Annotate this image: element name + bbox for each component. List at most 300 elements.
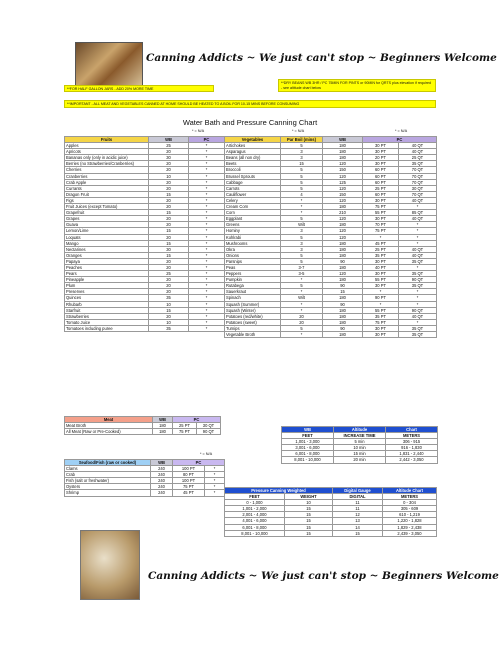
vegetable-row-cell: Brussel Sprouts <box>225 173 281 179</box>
pc-meters-subheader: METERS <box>383 494 437 500</box>
meat-row-cell: All Meat (Raw or Pre-Cooked) <box>65 429 153 435</box>
fruit-row-cell: 15 <box>149 307 189 313</box>
wb-altitude-row-cell: 1,001 - 3,000 <box>282 439 334 445</box>
vegetable-row-cell: Squash (Summer) <box>225 301 281 307</box>
vegetable-row-cell: * <box>399 319 437 325</box>
fruit-row-cell: 20 <box>149 222 189 228</box>
wb-altitude-row-cell: 1,831 - 2,440 <box>386 451 438 457</box>
vegetable-row-cell: 60 PT <box>363 179 399 185</box>
vegetable-row-cell: 25 PT <box>363 185 399 191</box>
veg-pc-header: PC <box>363 137 437 143</box>
vegetable-row-cell: Turnips <box>225 325 281 331</box>
fruit-row-cell: * <box>189 277 225 283</box>
seafood-row-cell: Fish (salt or freshwater) <box>65 478 151 484</box>
fruit-row-cell: * <box>189 283 225 289</box>
fruit-row-cell: 20 <box>149 161 189 167</box>
vegetable-row-cell: 55 PT <box>363 277 399 283</box>
fruit-row-cell: Cherries <box>65 167 149 173</box>
fruit-row-cell: * <box>189 264 225 270</box>
fruit-row-cell: * <box>189 252 225 258</box>
veg-header: Vegetables <box>225 137 281 143</box>
vegetable-row-cell: 70 QT <box>399 167 437 173</box>
vegetable-row-cell: 3 <box>281 228 323 234</box>
vegetable-row-cell: 40 QT <box>399 197 437 203</box>
fruit-row-cell: Papaya <box>65 258 149 264</box>
vegetable-row-cell: 180 <box>323 246 363 252</box>
vegetable-row-cell: 90 <box>323 325 363 331</box>
pc-altitude-row-cell: 4,001 - 6,000 <box>225 518 285 524</box>
fruit-row-cell: Fruit Juices (except Tomato) <box>65 204 149 210</box>
pc-altitude-row-cell: 0 - 1,000 <box>225 500 285 506</box>
vegetable-row-cell: 180 <box>323 204 363 210</box>
vegetable-row-cell: 5 <box>281 325 323 331</box>
wb-altitude-row <box>282 457 438 463</box>
vegetable-row-cell: 85 QT <box>399 210 437 216</box>
vegetable-row-cell: 30 PT <box>363 325 399 331</box>
pc-altitude-row-cell: 11 <box>333 500 383 506</box>
vegetable-row-cell: 5 <box>281 252 323 258</box>
fruit-row-cell: * <box>189 295 225 301</box>
fruit-row-cell: Guava <box>65 222 149 228</box>
vegetable-row-cell: 3 <box>281 149 323 155</box>
wb-altitude-row-cell: 20 min <box>334 457 386 463</box>
fruit-row-cell: Nectarines <box>65 246 149 252</box>
meat-wb-header: WB <box>153 417 173 423</box>
fruit-row-cell: 20 <box>149 289 189 295</box>
veg-wb-header: WB <box>323 137 363 143</box>
fruit-row-cell: 25 <box>149 271 189 277</box>
fruit-row-cell: * <box>189 179 225 185</box>
vegetable-row-cell: Carrots <box>225 185 281 191</box>
vegetable-row-cell: 35 QT <box>399 271 437 277</box>
vegetable-row-cell: Broccoli <box>225 167 281 173</box>
fruit-row-cell: Lemon/Lime <box>65 228 149 234</box>
vegetable-row-cell: 20 <box>281 313 323 319</box>
meat-row-cell: 180 <box>153 423 173 429</box>
vegetable-row-cell: 70 PT <box>363 222 399 228</box>
vegetable-row-cell: * <box>281 289 323 295</box>
meat-row <box>65 429 221 435</box>
fruit-row-cell: Grapefruit <box>65 210 149 216</box>
vegetable-row-cell: 70 QT <box>399 191 437 197</box>
vegetable-row-cell: * <box>281 301 323 307</box>
vegetable-row-cell: 60 PT <box>363 191 399 197</box>
vegetable-row-cell: 35 QT <box>399 283 437 289</box>
seafood-row-cell: 240 <box>151 466 173 472</box>
vegetable-row-cell: Cream Corn <box>225 204 281 210</box>
fruit-row-cell: 20 <box>149 264 189 270</box>
vegetable-row-cell: 30 PT <box>363 332 399 338</box>
fruit-row-cell: 20 <box>149 234 189 240</box>
vegetable-row-cell: Wilt <box>281 222 323 228</box>
fruit-row-cell: 25 <box>149 143 189 149</box>
vegetable-row-cell: Beets <box>225 161 281 167</box>
wb-altitude-row-cell: 916 - 1,830 <box>386 445 438 451</box>
fruit-row-cell: Strawberries <box>65 313 149 319</box>
vegetable-row-cell: 60 PT <box>363 173 399 179</box>
fruit-row-cell: * <box>189 173 225 179</box>
vegetable-row-cell: 75 PT <box>363 204 399 210</box>
fruits-table <box>64 136 225 332</box>
vegetable-row-cell: 180 <box>323 252 363 258</box>
vegetable-row-cell: 5 <box>281 234 323 240</box>
vegetable-row-cell: 40 QT <box>399 313 437 319</box>
vegetable-row-cell: 180 <box>323 295 363 301</box>
vegetable-row-cell: Peas <box>225 264 281 270</box>
fruit-row-cell: * <box>189 204 225 210</box>
wb-altitude-row-cell: 5 min <box>334 439 386 445</box>
pc-altitude-h1: Pressure Canning Weighted <box>225 488 333 494</box>
wb-time-subheader: INCREASE TIME <box>334 433 386 439</box>
footer-tagline: Canning Addicts ~ We just can't stop ~ Beginners Welcome <box>148 570 499 582</box>
vegetable-row-cell: * <box>399 234 437 240</box>
vegetable-row-cell: * <box>281 204 323 210</box>
vegetable-row-cell: Asparagus <box>225 149 281 155</box>
vegetable-row-cell: 40 PT <box>363 264 399 270</box>
vegetable-row-cell: 120 <box>323 234 363 240</box>
meat-row-cell: Meat Broth <box>65 423 153 429</box>
vegetable-row-cell: 90 QT <box>399 307 437 313</box>
fruit-row-cell: 15 <box>149 210 189 216</box>
pc-altitude-row-cell: 15 <box>285 512 333 518</box>
fruit-row-cell: Oranges <box>65 252 149 258</box>
vegetable-row-cell: * <box>399 228 437 234</box>
pc-altitude-row-cell: 10 <box>285 500 333 506</box>
fruit-row-cell: Tomatoes including puree <box>65 325 149 331</box>
fruit-row-cell: Currants <box>65 185 149 191</box>
fruit-row-cell: * <box>189 258 225 264</box>
vegetable-row-cell: * <box>399 204 437 210</box>
vegetable-row-cell: Potatoes (sweet) <box>225 319 281 325</box>
fruit-row-cell: 30 <box>149 246 189 252</box>
meat-row-cell: 75 PT <box>173 429 197 435</box>
seafood-row-cell: Clams <box>65 466 151 472</box>
vegetable-row-cell: Cabbage <box>225 179 281 185</box>
meat-row-cell: 30 QT <box>197 423 221 429</box>
vegetable-row-cell: 30 PT <box>363 216 399 222</box>
pc-altitude-row-cell: 12 <box>333 512 383 518</box>
meat-row-cell: 180 <box>153 429 173 435</box>
fruit-row-cell: Dragon Fruit <box>65 191 149 197</box>
seafood-row-cell: 240 <box>151 484 173 490</box>
vegetable-row-cell: * <box>399 301 437 307</box>
vegetable-row-cell: * <box>281 332 323 338</box>
seafood-row-cell: Oysters <box>65 484 151 490</box>
fruit-row-cell: 15 <box>149 240 189 246</box>
vegetable-row-cell: 35 PT <box>363 252 399 258</box>
vegetable-row-cell: Cauliflower <box>225 191 281 197</box>
vegetable-row-cell: 180 <box>323 264 363 270</box>
meat-row-cell: 90 QT <box>197 429 221 435</box>
vegetable-row-cell: 30 PT <box>363 271 399 277</box>
vegetable-row-cell: 120 <box>323 173 363 179</box>
meat-header: Meat <box>65 417 153 423</box>
vegetable-row-cell: Pumpkin <box>225 277 281 283</box>
vegetable-row-cell: * <box>281 210 323 216</box>
fruit-row-cell: 35 <box>149 295 189 301</box>
vegetable-row-cell: 75 PT <box>363 228 399 234</box>
vegetable-row-cell: 3 <box>281 155 323 161</box>
fruit-row-cell: Figs <box>65 197 149 203</box>
vegetable-row-cell: 20 PT <box>363 155 399 161</box>
fruit-row-cell: 20 <box>149 204 189 210</box>
vegetable-row-cell: 5 <box>281 173 323 179</box>
fruits-header: Fruits <box>65 137 149 143</box>
fruit-row-cell: Preserves <box>65 289 149 295</box>
na-legend-pc: * = N/A <box>395 129 408 133</box>
vegetable-row <box>225 332 437 338</box>
pc-altitude-row-cell: 13 <box>333 518 383 524</box>
vegetable-row-cell: Spinach <box>225 295 281 301</box>
vegetable-row-cell: * <box>399 289 437 295</box>
seafood-row-cell: Shrimp <box>65 490 151 496</box>
seafood-row-cell: 80 PT <box>173 472 205 478</box>
vegetable-row-cell: 120 <box>323 161 363 167</box>
vegetable-row-cell: * <box>281 307 323 313</box>
fruit-row-cell: * <box>189 240 225 246</box>
fruit-row-cell: Grapes <box>65 216 149 222</box>
fruit-row-cell: Cranberries <box>65 173 149 179</box>
wb-altitude-row <box>282 445 438 451</box>
wb-altitude-row <box>282 439 438 445</box>
vegetable-row-cell: 30 QT <box>399 185 437 191</box>
vegetable-row-cell: 5 <box>281 179 323 185</box>
fruit-row-cell: 20 <box>149 167 189 173</box>
seafood-wb-header: WB <box>151 460 173 466</box>
vegetable-row-cell: Artichokes <box>225 143 281 149</box>
vegetable-row-cell: 5 <box>281 185 323 191</box>
vegetable-row-cell: 45 PT <box>363 240 399 246</box>
pc-feet-subheader: FEET <box>225 494 285 500</box>
fruit-row-cell: Apples <box>65 143 149 149</box>
seafood-row-cell: 240 <box>151 472 173 478</box>
pc-digital-subheader: DIGITAL <box>333 494 383 500</box>
meat-pc-header: PC <box>173 417 221 423</box>
vegetable-row-cell: * <box>363 289 399 295</box>
fruit-row-cell: 10 <box>149 173 189 179</box>
vegetable-row-cell: 40 QT <box>399 252 437 258</box>
pc-altitude-row-cell: 1,829 - 2,438 <box>383 524 437 530</box>
vegetable-row-cell: 120 <box>323 271 363 277</box>
vegetable-row-cell: 180 <box>323 307 363 313</box>
fruit-row-cell: * <box>189 167 225 173</box>
pc-altitude-row <box>225 530 437 536</box>
pc-altitude-row-cell: 15 <box>285 506 333 512</box>
seafood-row-cell: 100 PT <box>173 478 205 484</box>
vegetable-row-cell: Okra <box>225 246 281 252</box>
vegetable-row-cell: 5 <box>281 283 323 289</box>
vegetable-row-cell: 3-5 <box>281 271 323 277</box>
vegetable-row-cell: Sauerkraut <box>225 289 281 295</box>
vegetable-row-cell: 30 PT <box>363 197 399 203</box>
vegetable-row-cell: 90 <box>323 283 363 289</box>
pc-altitude-row-cell: 8,001 - 10,000 <box>225 530 285 536</box>
seafood-row-cell: Crab <box>65 472 151 478</box>
vegetable-row-cell: * <box>399 264 437 270</box>
vegetable-row-cell: Peppers <box>225 271 281 277</box>
note-half-gallon: **FOR HALF GALLON JARS - ADD 20% MORE TIME <box>64 85 214 92</box>
vegetable-row-cell: Rutabega <box>225 283 281 289</box>
vegetable-row-cell: Corn <box>225 210 281 216</box>
vegetable-row-cell: 15 <box>281 161 323 167</box>
vegetable-row-cell: 40 QT <box>399 149 437 155</box>
pc-altitude-row-cell: 14 <box>333 524 383 530</box>
fruit-row-cell: 20 <box>149 179 189 185</box>
meat-table <box>64 416 221 435</box>
vegetable-row-cell: 120 <box>323 228 363 234</box>
vegetable-row-cell: * <box>281 277 323 283</box>
chart-title: Water Bath and Pressure Canning Chart <box>182 118 318 127</box>
na-legend-seafood: * = N/A <box>200 452 213 456</box>
fruit-row-cell: Quinces <box>65 295 149 301</box>
fruit-row-cell: * <box>189 325 225 331</box>
vegetable-row-cell: * <box>399 240 437 246</box>
fruit-row-cell: Mango <box>65 240 149 246</box>
vegetable-row-cell: 5 <box>281 258 323 264</box>
wb-feet-subheader: FEET <box>282 433 334 439</box>
vegetable-row-cell: Eggplant <box>225 216 281 222</box>
pc-altitude-row-cell: 1,001 - 2,000 <box>225 506 285 512</box>
seafood-row-cell: 100 PT <box>173 466 205 472</box>
vegetable-row-cell: 5 <box>281 216 323 222</box>
na-legend-veg: * = N/A <box>292 129 305 133</box>
vegetable-row-cell: Wilt <box>281 295 323 301</box>
pc-altitude-row-cell: 11 <box>333 506 383 512</box>
wb-altitude-row <box>282 451 438 457</box>
vegetable-row-cell: 90 <box>323 258 363 264</box>
vegetable-row-cell: * <box>281 197 323 203</box>
vegetable-row-cell: 30 PT <box>363 283 399 289</box>
fruit-row-cell: * <box>189 246 225 252</box>
vegetable-row-cell: 30 PT <box>363 143 399 149</box>
fruit-row-cell: 20 <box>149 277 189 283</box>
vegetable-row-cell: 90 QT <box>399 277 437 283</box>
vegetable-row-cell: 20 <box>281 319 323 325</box>
vegetable-row-cell: 180 <box>323 277 363 283</box>
vegetable-row-cell: Vegetable Broth <box>225 332 281 338</box>
vegetable-row-cell: 180 <box>323 155 363 161</box>
wb-altitude-table <box>281 426 438 464</box>
vegetable-row-cell: Celery <box>225 197 281 203</box>
seafood-row-cell: * <box>205 484 225 490</box>
fruit-row-cell: 15 <box>149 228 189 234</box>
vegetable-row-cell: 5 <box>281 167 323 173</box>
pc-weight-subheader: WEIGHT <box>285 494 333 500</box>
wb-altitude-row-cell: 2,442 - 3,050 <box>386 457 438 463</box>
fruit-row-cell: * <box>189 289 225 295</box>
fruit-row-cell: * <box>189 216 225 222</box>
vegetable-row-cell: 3 <box>281 240 323 246</box>
vegetable-row-cell: 35 QT <box>399 161 437 167</box>
fruit-row-cell: Rhubarb <box>65 301 149 307</box>
vegetable-row-cell: Greens <box>225 222 281 228</box>
fruit-row-cell: 10 <box>149 319 189 325</box>
canning-jars-photo <box>75 42 143 88</box>
fruit-row-cell: 10 <box>149 301 189 307</box>
wb-altitude-row-cell: 306 - 915 <box>386 439 438 445</box>
vegetables-table <box>224 136 437 338</box>
vegetable-row-cell: 120 <box>323 197 363 203</box>
pc-altitude-row-cell: 2,439 - 3,050 <box>383 530 437 536</box>
vegetable-row-cell: Potatoes (red/white) <box>225 313 281 319</box>
vegetable-row-cell: 30 PT <box>363 161 399 167</box>
vegetable-row-cell: 40 QT <box>399 246 437 252</box>
fruits-wb-header: WB <box>149 137 189 143</box>
vegetable-row-cell: 35 PT <box>363 313 399 319</box>
fruit-row-cell: Tomato Juice <box>65 319 149 325</box>
vegetable-row-cell: 90 <box>323 301 363 307</box>
wb-altitude-row-cell: 10 min <box>334 445 386 451</box>
pc-altitude-h3: Altitude Chart <box>383 488 437 494</box>
vegetable-row-cell: 75 PT <box>363 319 399 325</box>
vegetable-row-cell: 55 PT <box>363 210 399 216</box>
fruit-row-cell: Plum <box>65 283 149 289</box>
vegetable-row-cell: 120 <box>323 185 363 191</box>
wb-altitude-h2: Altitude <box>334 427 386 433</box>
fruit-row-cell: 20 <box>149 149 189 155</box>
vegetable-row-cell: 210 <box>323 210 363 216</box>
vegetable-row-cell: 55 PT <box>363 307 399 313</box>
vegetable-row-cell: 35 QT <box>399 332 437 338</box>
vegetable-row-cell: 180 <box>323 240 363 246</box>
vegetable-row-cell: 3 <box>281 246 323 252</box>
fruit-row-cell: * <box>189 228 225 234</box>
pc-altitude-row-cell: 610 - 1,219 <box>383 512 437 518</box>
vegetable-row-cell: 150 <box>323 167 363 173</box>
seafood-pc-header: PC <box>173 460 225 466</box>
seafood-row-cell: 240 <box>151 478 173 484</box>
seafood-row-cell: 240 <box>151 490 173 496</box>
fruit-row-cell: * <box>189 155 225 161</box>
pc-altitude-row-cell: 15 <box>285 518 333 524</box>
fruit-row-cell: Bananas only (only in acidic juice) <box>65 155 149 161</box>
fruit-row-cell: * <box>189 234 225 240</box>
vegetable-row-cell: 90 PT <box>363 295 399 301</box>
fruit-row-cell: Peaches <box>65 264 149 270</box>
pc-altitude-row-cell: 15 <box>285 524 333 530</box>
fruit-row-cell: * <box>189 307 225 313</box>
pc-altitude-row-cell: 2,001 - 4,000 <box>225 512 285 518</box>
fruit-row-cell: Crab Apple <box>65 179 149 185</box>
seafood-table <box>64 459 225 497</box>
fruit-row-cell: * <box>189 210 225 216</box>
fruit-row-cell: Apricots <box>65 149 149 155</box>
fruit-row-cell: * <box>189 161 225 167</box>
vegetable-row-cell: Squash (Winter) <box>225 307 281 313</box>
veg-parboil-header: Par Boil (mins) <box>281 137 323 143</box>
vegetable-row-cell: 180 <box>323 149 363 155</box>
vegetable-row-cell: 35 QT <box>399 258 437 264</box>
seafood-row-cell: * <box>205 472 225 478</box>
vegetable-row-cell: 120 <box>323 216 363 222</box>
fruit-row-cell: 20 <box>149 313 189 319</box>
fruit-row-cell: 20 <box>149 197 189 203</box>
vegetable-row-cell: * <box>399 295 437 301</box>
fruit-row-cell: * <box>189 191 225 197</box>
vegetable-row-cell: 70 QT <box>399 179 437 185</box>
pc-altitude-row-cell: 1,220 - 1,828 <box>383 518 437 524</box>
vegetable-row-cell: 150 <box>323 191 363 197</box>
vegetable-row-cell: * <box>399 222 437 228</box>
fruit-row-cell: 20 <box>149 216 189 222</box>
fruits-pc-header: PC <box>189 137 225 143</box>
fruit-row-cell: * <box>189 197 225 203</box>
vegetable-row-cell: 40 QT <box>399 216 437 222</box>
vegetable-row-cell: * <box>363 234 399 240</box>
wb-altitude-h1: WB <box>282 427 334 433</box>
note-important: **IMPORTANT - ALL MEAT AND VEGETABLES CANNED AT HOME SHOULD BE HEATED TO A BOIL FOR 10-15 MINS BEFORE CONSUMING <box>64 100 436 108</box>
fruit-row-cell: Pears <box>65 271 149 277</box>
